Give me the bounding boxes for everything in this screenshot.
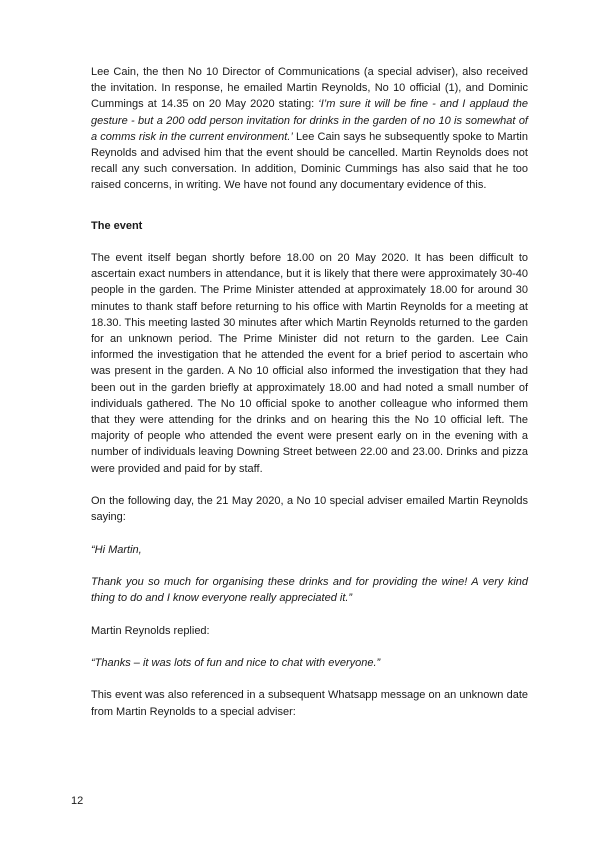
page-number: 12 xyxy=(71,795,84,807)
quote-thank-you: Thank you so much for organising these drinks and for providing the wine! A very kind thing to do and I know everyone really appreciated it.” xyxy=(91,576,528,605)
paragraph-following-day: On the following day, the 21 May 2020, a No 10 special adviser emailed Martin Reynolds saying: xyxy=(91,495,528,524)
paragraph-the-event: The event itself began shortly before 18.00 on 20 May 2020. It has been difficult to ascertain exact numbers in attendance, but it is likely that there were approximately 30-40 people in the garden. The Prime Minister attended at approximately 18.00 for around 30 minutes to thank staff before returning to his office with Martin Reynolds for a meeting at 18.30. This meeting lasted 30 minutes after which Martin Reynolds returned to the garden for an unknown period. The Prime Minister did not return to the garden. Lee Cain informed the investigation that he attended the event for a brief period to ascertain who was present in the garden. A No 10 official also informed the investigation that they had been out in the garden briefly at approximately 18.00 and had noted a small number of individuals gathered. The No 10 official spoke to another colleague who informed them that they were attending for the drinks and on hearing this the No 10 official left. The majority of people who attended the event were present early on in the evening with a number of individuals leaving Downing Street between 22.00 and 23.00. Drinks and pizza were provided and paid for by staff. xyxy=(91,252,528,475)
paragraph-whatsapp: This event was also referenced in a subsequent Whatsapp message on an unknown date from Martin Reynolds to a special adviser: xyxy=(91,689,528,718)
paragraph-reynolds-replied: Martin Reynolds replied: xyxy=(91,624,210,637)
paragraph-lee-cain-start: Lee Cain, the then No 10 Director of Communications (a special adviser), also received the invitation. In response, he emailed Martin Reynolds, No 10 official (1), and Dominic Cummings at 14.35 on 20 May 2020 stating: xyxy=(91,66,528,111)
email-quote-comms-risk: ‘I’m sure it will be fine - and I applaud the gesture - but a 200 odd person invitation for drinks in the garden of no 10 is somewhat of a comms risk in the current environment.’ xyxy=(91,98,529,143)
quote-thanks: “Thanks – it was lots of fun and nice to chat with everyone.” xyxy=(91,657,381,670)
paragraph-lee-cain-end: Lee Cain says he subsequently spoke to Martin Reynolds and advised him that the event should be cancelled. Martin Reynolds does not recall any such conversation. In addition, Dominic Cummings has also said that he too raised concerns, in writing. We have not found any documentary evidence of this. xyxy=(91,130,528,192)
section-heading-the-event: The event xyxy=(91,219,143,232)
paragraph-lee-cain xyxy=(91,64,528,194)
quote-hi-martin: “Hi Martin, xyxy=(91,543,142,556)
page-body xyxy=(91,64,528,736)
